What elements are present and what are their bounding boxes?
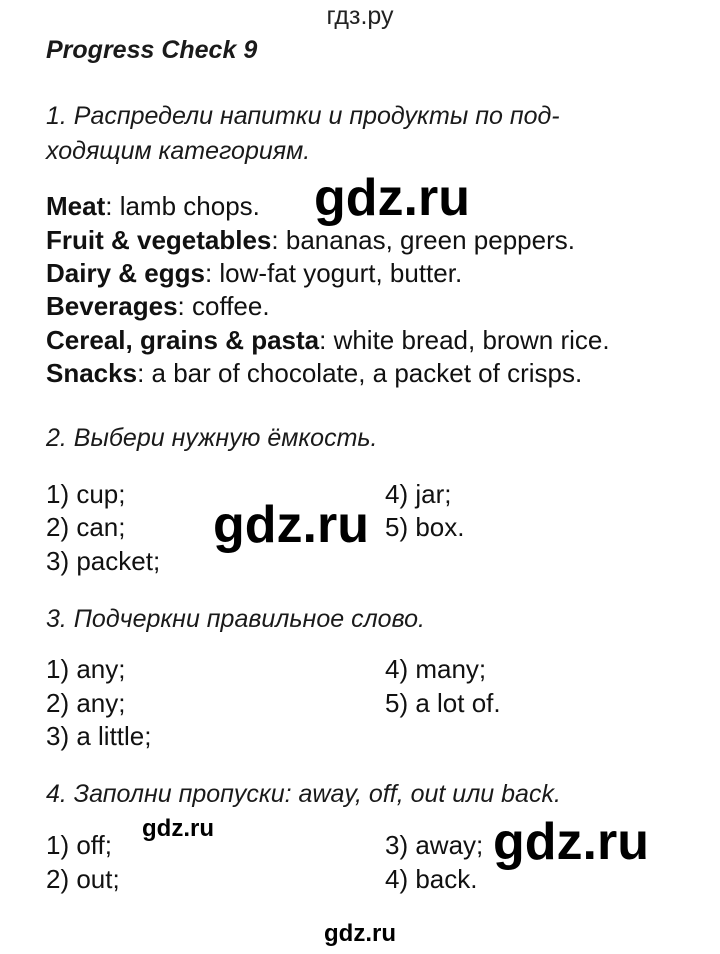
list-item: 1) any; (46, 654, 126, 684)
answer-line-beverages (46, 291, 270, 322)
task3-heading: 3. Подчеркни правильное слово. (46, 605, 425, 633)
list-item: 2) can; (46, 512, 126, 542)
answer-line-dairy (46, 258, 462, 289)
answer-line-snacks (46, 358, 582, 389)
list-item: 3) packet; (46, 546, 161, 576)
category-items: : bananas, green peppers. (271, 225, 575, 255)
list-item: 4) jar; (385, 479, 452, 509)
answer-line-cereal (46, 325, 610, 356)
list-item: 5) a lot of. (385, 688, 501, 718)
category-label: Meat (46, 191, 106, 221)
category-items: : lamb chops. (105, 191, 260, 221)
watermark-gdz-small: gdz.ru (142, 815, 214, 842)
watermark-footer: gdz.ru (324, 920, 396, 947)
watermark-gdz: gdz.ru (213, 496, 369, 554)
category-label: Snacks (46, 358, 138, 388)
category-items: : a bar of chocolate, a packet of crisps. (137, 358, 583, 388)
list-item: 3) a little; (46, 721, 152, 751)
list-item: 3) away; (385, 830, 484, 860)
list-item: 1) cup; (46, 479, 126, 509)
list-item: 2) any; (46, 688, 126, 718)
task4-heading: 4. Заполни пропуски: away, off, out или back. (46, 780, 561, 808)
list-item: 1) off; (46, 830, 113, 860)
category-items: : low-fat yogurt, butter. (204, 258, 463, 288)
task2-heading: 2. Выбери нужную ёмкость. (46, 424, 378, 452)
category-label: Cereal, grains & pasta (46, 325, 320, 355)
list-item: 4) many; (385, 654, 487, 684)
answer-line-meat (46, 191, 260, 222)
category-items: : white bread, brown rice. (319, 325, 610, 355)
task1-heading-line2: ходящим категориям. (46, 137, 311, 165)
list-item: 5) box. (385, 512, 465, 542)
list-item: 4) back. (385, 864, 478, 894)
list-item: 2) out; (46, 864, 120, 894)
task1-heading-line1: 1. Распредели напитки и продукты по под- (46, 102, 560, 130)
category-label: Beverages (46, 291, 178, 321)
category-label: Dairy & eggs (46, 258, 205, 288)
watermark-gdz: gdz.ru (493, 813, 649, 871)
answer-line-fruit (46, 225, 575, 256)
header-watermark: гдз.ру (326, 2, 394, 30)
page-title: Progress Check 9 (46, 36, 258, 64)
category-label: Fruit & vegetables (46, 225, 272, 255)
category-items: : coffee. (177, 291, 270, 321)
watermark-gdz: gdz.ru (314, 169, 470, 227)
